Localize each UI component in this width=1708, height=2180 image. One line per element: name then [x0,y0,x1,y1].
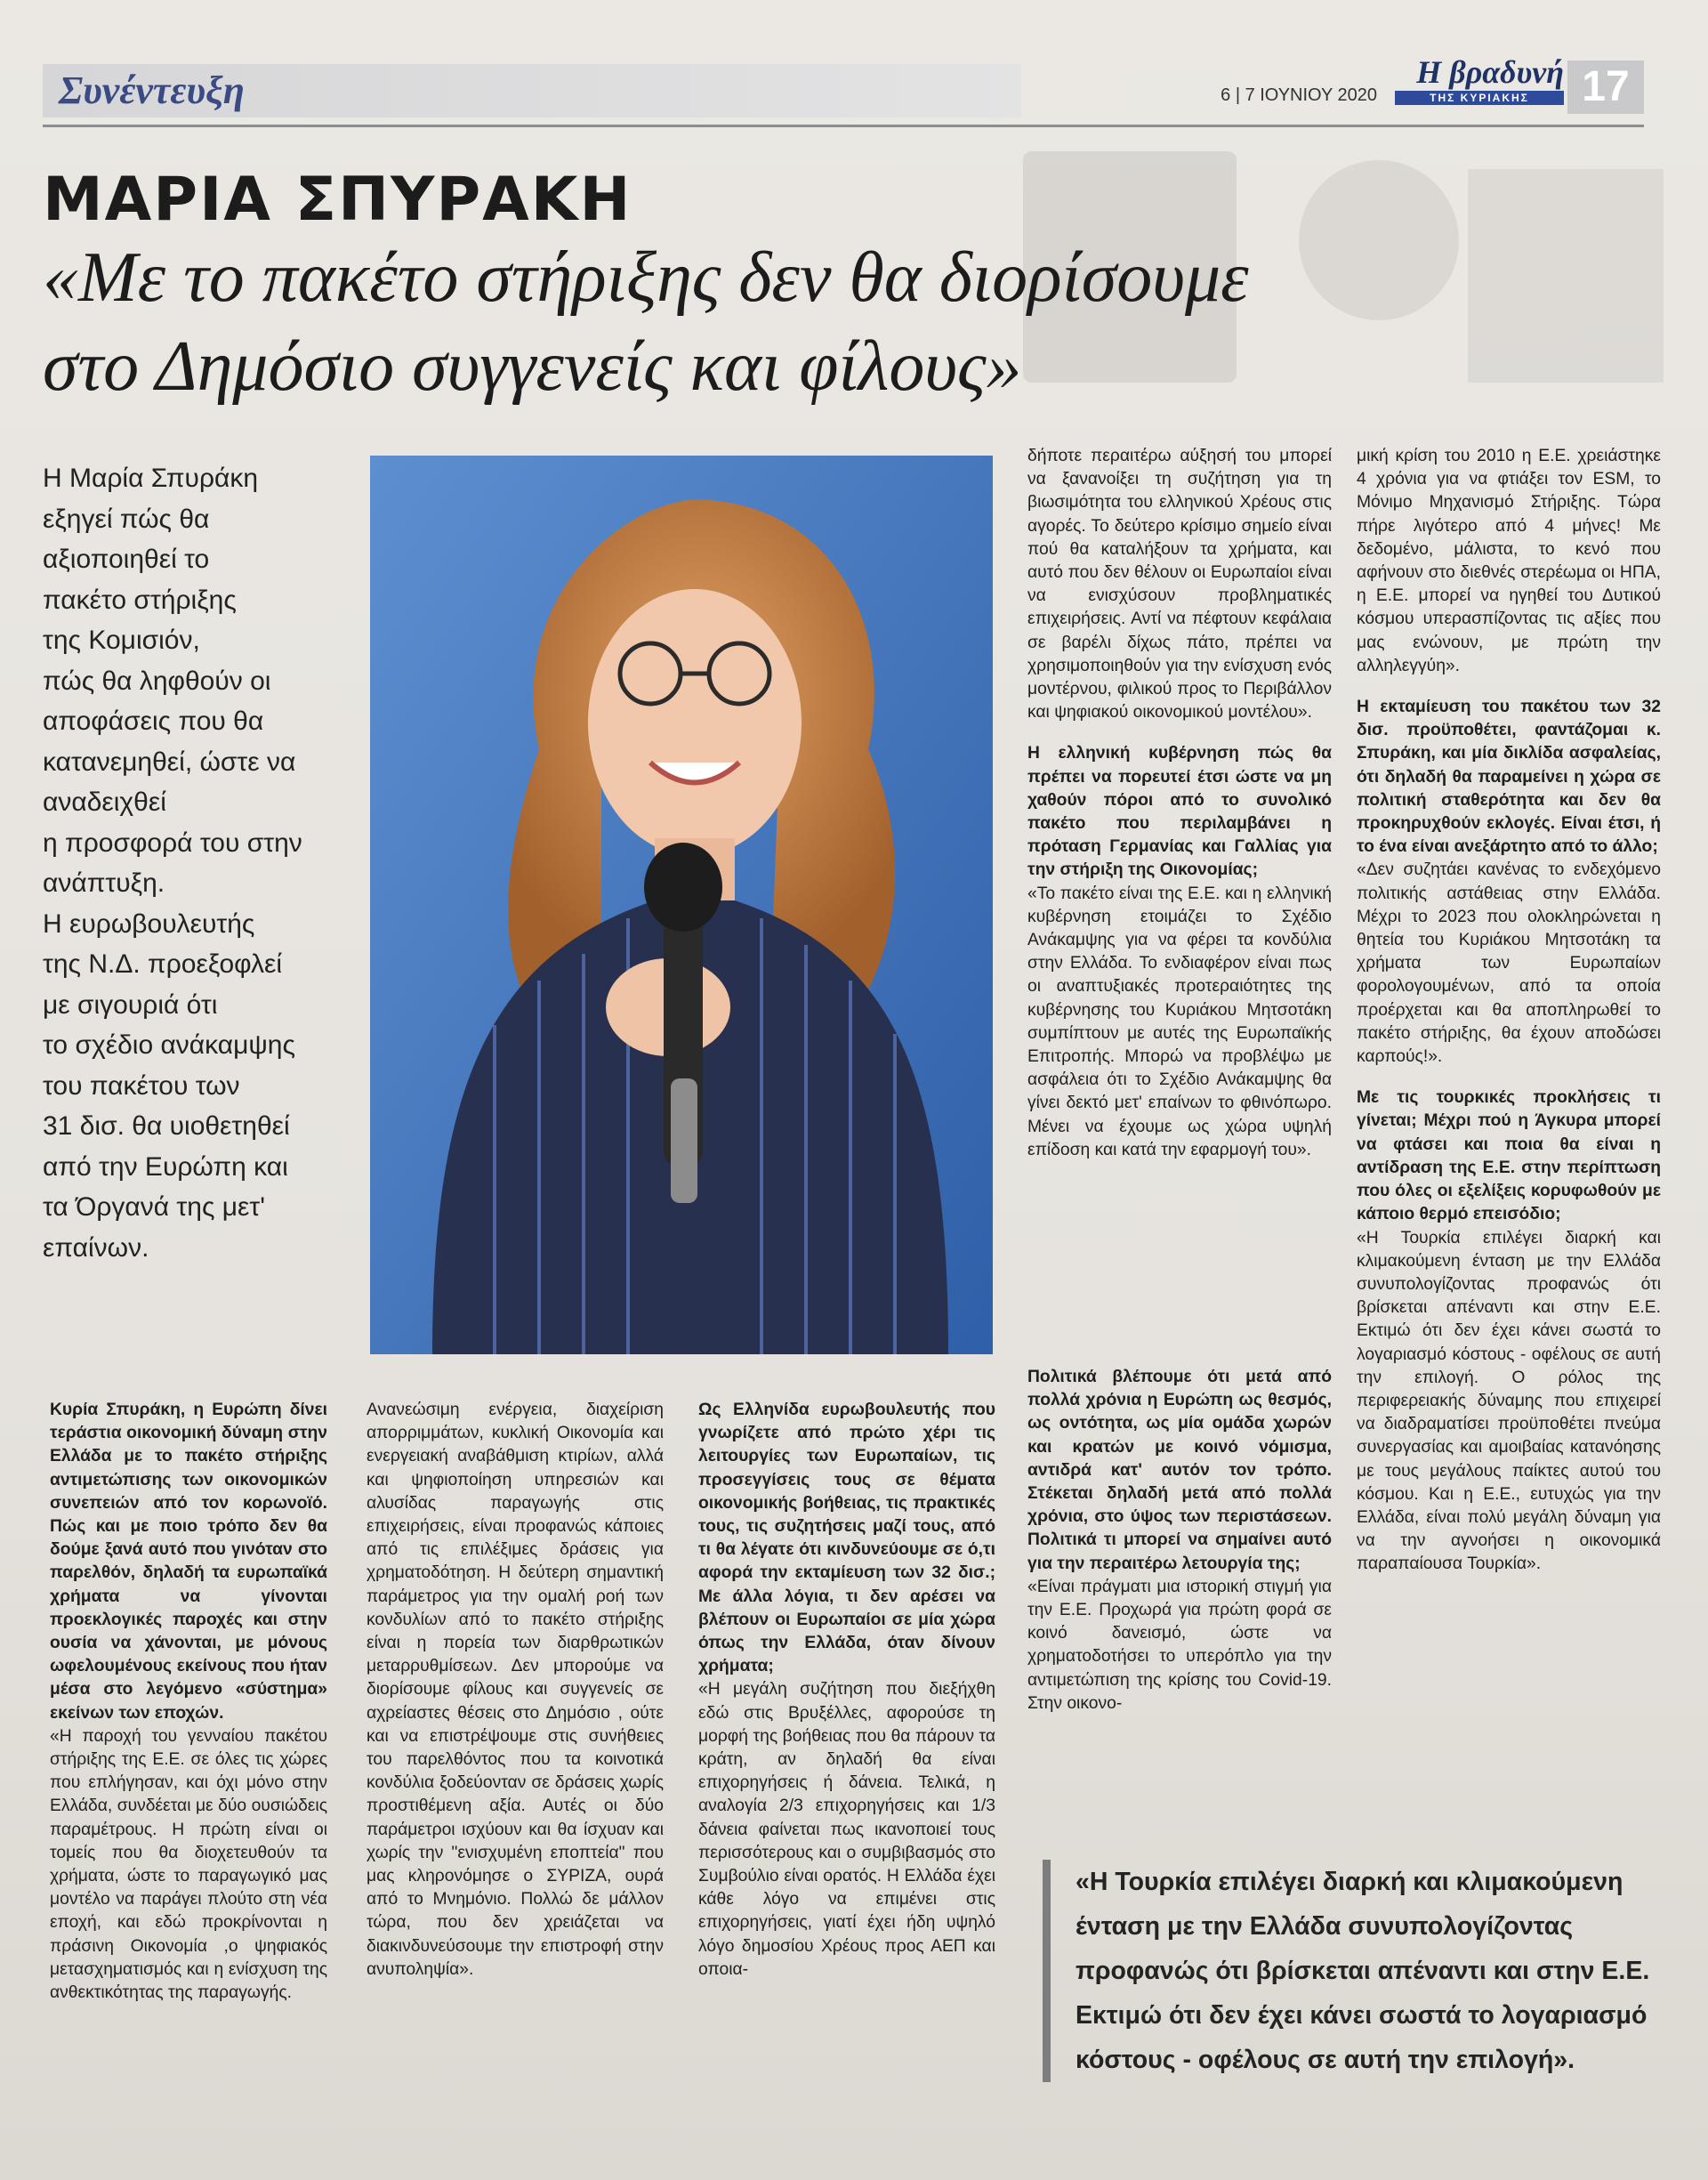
intro-line: πακέτο στήριξης [43,585,237,615]
issue-date: 6 | 7 ΙΟΥΝΙΟΥ 2020 [1221,85,1377,105]
interview-question: Με τις τουρκικές προκλήσεις τι γίνεται; Μέχρι πού η Άγκυρα μπορεί να φτάσει και ποια θα είναι η αντίδραση της Ε.Ε. στην περίπτωση που όλες οι εξελίξεις κορυφωθούν με κάποιο θερμό επεισόδιο; [1357,1088,1661,1224]
page-number: 17 [1567,61,1644,114]
headline-line: «Με το πακέτο στήριξης δεν θα διορίσουμε [43,238,1249,317]
page-header [43,54,1644,127]
intro-line: της Ν.Δ. προεξοφλεί [43,949,283,979]
interview-question: Η ελληνική κυβέρνηση πώς θα πρέπει να πορευτεί έτσι ώστε να μη χαθούν πόροι από το συνολικό πακέτο που περιλαμβάνει η πρόταση Γερμανίας και Γαλλίας για την στήριξη της Οικονομίας; [1027,744,1332,880]
intro-line: αξιοποιηθεί το [43,545,210,574]
intro-text [43,458,336,1268]
article-column-4 [1027,445,1332,1162]
headline-line: στο Δημόσιο συγγενείς και φίλους» [43,327,1022,406]
intro-line: η προσφορά του στην [43,828,302,858]
interview-answer: δήποτε περαιτέρω αύξησή του μπορεί να ξανανοίξει τη συζήτηση για τη βιωσιμότητα του ελληνικού Χρέους στις αγορές. Το δεύτερο κρίσιμο σημείο είναι πού θα καταλήξουν τα χρήματα, και αυτό που δεν θέλουν οι Ευρωπαίοι είναι να ενισχύσουν προβληματικές επιχειρήσεις. Αντί να πέφτουν κεφάλαια σε βαρέλι δίχως πάτο, πρέπει να χρησιμοποιηθούν για την ενίσχυση ενός μοντέρνου, φιλικού προς το Περιβάλλον και ψηφιακού οικονομικού μοντέλου». [1027,447,1332,723]
article-column-4-lower [1027,1366,1332,1716]
article-column-2 [367,1399,664,1982]
article-column-5 [1357,445,1661,1577]
article-column-3 [698,1399,995,1982]
masthead-subtitle: ΤΗΣ ΚΥΡΙΑΚΗΣ [1395,91,1564,105]
intro-line: του πακέτου των [43,1070,240,1101]
interview-answer: «Είναι πράγματι μια ιστορική στιγμή για την Ε.Ε. Προχωρά για πρώτη φορά σε κοινό δανεισμό, ώστε να χρηματοδοτήσει το υπερόπλο για την αντιμετώπιση της κρίσης του Covid-19. Στην οικονο- [1027,1577,1332,1713]
interview-answer: «Δεν συζητάει κανένας το ενδεχόμενο πολιτικής αστάθειας στην Ελλάδα. Μέχρι το 2023 που ολοκληρώνεται η θητεία του Κυριάκου Μητσοτάκη τα χρήματα των Ευρωπαίων φορολογουμένων, από τα οποία προέρχεται και θα αποπληρωθεί το πακέτο στήριξης, θα έχουν αποδώσει καρπούς!». [1357,860,1661,1067]
interview-question: Η εκταμίευση του πακέτου των 32 δισ. προϋποθέτει, φαντάζομαι κ. Σπυράκη, και μία δικλίδα ασφαλείας, ότι δηλαδή θα παραμείνει η χώρα σε πολιτική σταθερότητα και δεν θα προκηρυχθούν εκλογές. Είναι έτσι, ή το ένα είναι ανεξάρτητο από το άλλο; [1357,698,1661,857]
intro-line: εξηγεί πώς θα [43,504,210,534]
intro-line: πώς θα ληφθούν οι [43,666,271,696]
interview-answer: «Η παροχή του γενναίου πακέτου στήριξης της Ε.Ε. σε όλες τις χώρες που επλήγησαν, και όχι μόνο στην Ελλάδα, συνδέεται με δύο ουσιώδεις παραμέτρους. Η πρώτη είναι οι τομείς που θα διοχετευθούν τα χρήματα, ώστε το παραγωγικό μας μοντέλο να παράγει πλούτο στη νέα εποχή, και εδώ προκρίνονται η πράσινη Οικονομία ,ο ψηφιακός μετασχηματισμός και η ενίσχυση της ανθεκτικότητας της παραγωγής. [50,1726,327,2003]
intro-line: της Κομισιόν, [43,626,200,655]
interview-answer: «Το πακέτο είναι της Ε.Ε. και η ελληνική κυβέρνηση ετοιμάζει το Σχέδιο Ανάκαμψης για να φέρει τα κονδύλια στην Ελλάδα. Το ενδιαφέρον είναι πως οι αναπτυξιακές προτεραιότητες της κυβέρνησης του Κυριάκου Μητσοτάκη συμπίπτουν με αυτές της Ευρωπαϊκής Επιτροπής. Μπορώ να προβλέψω με ασφάλεια ότι το Σχέδιο Ανάκαμψης θα γίνει δεκτό μετ' επαίνων το φθινόπωρο. Μένει να έχουμε ως χώρα υψηλή επίδοση και κατά την εφαρμογή του». [1027,884,1332,1159]
pull-quote: «Η Τουρκία επιλέγει διαρκή και κλιμακούμενη ένταση με την Ελλάδα συνυπολογίζοντας προφανώς ότι βρίσκεται απέναντι και στην Ε.Ε. Εκτιμώ ότι δεν έχει κάνει σωστά το λογαριασμό κόστους - οφέλους σε αυτή την επιλογή». [1043,1860,1692,2082]
intro-line: με σιγουριά ότι [43,989,218,1020]
article-column-1 [50,1399,327,2005]
intro-line: αναδειχθεί [43,787,166,817]
interview-answer: Ανανεώσιμη ενέργεια, διαχείριση απορριμμάτων, κυκλική Οικονομία και ενεργειακή αναβάθμιση κτιρίων, αλλά και ψηφιοποίηση υπηρεσιών και αλυσίδας παραγωγής στις επιχειρήσεις, είναι προφανώς κάποιες από τις επιλέξιμες δράσεις για χρηματοδότηση. Η δεύτερη σημαντική παράμετρος για την ομαλή ροή των κονδυλίων από το πακέτο στήριξης είναι η πορεία των διαρθρωτικών μεταρρυθμίσεων. Δεν μπορούμε να διορίσουμε φίλους και συγγενείς σε αχρείαστες θέσεις στο Δημόσιο , ούτε και να επιστρέψουμε στις συνήθειες του παρελθόντος που τα κοινοτικά κονδύλια ξοδεύονταν σε δράσεις χωρίς προστιθέμενη αξία. Αυτές οι δύο παράμετροι ισχύουν και θα ίσχυαν και χωρίς την "ενισχυμένη εποπτεία" που μας κληρονόμησε ο ΣΥΡΙΖΑ, ουρά από το Μνημόνιο. Πολλώ δε μάλλον τώρα, που δεν χρειάζεται να διακινδυνεύσουμε την επιστροφή στην ανυποληψία». [367,1401,664,1979]
intro-line: κατανεμηθεί, ώστε να [43,747,296,777]
intro-line: τα Όργανά της μετ' [43,1192,265,1222]
headline [43,233,1644,411]
intro-line: ανάπτυξη. [43,868,165,898]
intro-line: αποφάσεις που θα [43,706,264,736]
intro-line: επαίνων. [43,1232,149,1263]
masthead: Η βραδυνή [1416,54,1564,90]
interview-question: Πολιτικά βλέπουμε ότι μετά από πολλά χρόνια η Ευρώπη ως θεσμός, ως οντότητα, ως μία ομάδα χωρών και κρατών με κοινό νόμισμα, αντιδρά κατ' αυτόν τον τρόπο. Στέκεται δηλαδή μετά από πολλά χρόνια, στο ύψος των περιστάσεων. Πολιτικά τι μπορεί να σημαίνει αυτό για την περαιτέρω λετουργία της; [1027,1368,1332,1573]
intro-line: 31 δισ. θα υιοθετηθεί [43,1111,290,1141]
intro-line: από την Ευρώπη και [43,1151,288,1182]
section-label: Συνέντευξη [43,64,1021,117]
intro-line: το σχέδιο ανάκαμψης [43,1030,295,1060]
interview-question: Ως Ελληνίδα ευρωβουλευτής που γνωρίζετε από πρώτο χέρι τις λειτουργίες των Ευρωπαίων, τις προσεγγίσεις τους σε θέματα οικονομικής βοήθειας, τις πρακτικές τους, τις συζητήσεις μαζί τους, από τι θα λέγατε ότι κινδυνεύουμε σε ό,τι αφορά την εκταμίευση των 32 δισ.; Με άλλα λόγια, τι δεν αρέσει να βλέπουν οι Ευρωπαίοι σε μία χώρα όπως την Ελλάδα, όταν δίνουν χρήματα; [698,1401,995,1676]
intro-line: Η Μαρία Σπυράκη [43,464,259,493]
interview-answer: «Η Τουρκία επιλέγει διαρκή και κλιμακούμενη ένταση με την Ελλάδα συνυπολογίζοντας προφανώς ότι βρίσκεται απέναντι και στην Ε.Ε. Εκτιμώ ότι δεν έχει κάνει σωστά το λογαριασμό κόστους - οφέλους σε αυτή την επιλογή. Ο ρόλος της περιφερειακής δύναμης που επιχειρεί να διαδραματίσει προϋποθέτει πνεύμα συνεργασίας και αμοιβαίας κατανόησης με τους μεγάλους παίκτες αυτού του κόσμου. Και η Ε.Ε., ευτυχώς για την Ελλάδα, είναι πολύ μεγάλη δύναμη για να την αγνοήσει η οικονομικά παραπαίουσα Τουρκία». [1357,1228,1661,1574]
interview-answer: μική κρίση του 2010 η Ε.Ε. χρειάστηκε 4 χρόνια για να φτιάξει τον ESM, το Μόνιμο Μηχανισμό Στήριξης. Τώρα πήρε λιγότερο από 4 μήνες! Με δεδομένο, μάλιστα, το κενό που αφήνουν στο διεθνές στερέωμα οι ΗΠΑ, η Ε.Ε. μπορεί να ηγηθεί του Δυτικού κόσμου υπερασπίζοντας τις αξίες που μας ενώνουν, με πρώτη την αλληλεγγύη». [1357,447,1661,675]
interviewee-name: ΜΑΡΙΑ ΣΠΥΡΑΚΗ [43,165,632,235]
interview-question: Κυρία Σπυράκη, η Ευρώπη δίνει τεράστια οικονομική δύναμη στην Ελλάδα με το πακέτο στήριξης αντιμετώπισης των οικονομικών συνεπειών από τον κορωνοϊό. Πώς και με ποιο τρόπο δεν θα δούμε ξανά αυτό που γινόταν στο παρελθόν, δηλαδή τα ευρωπαϊκά χρήματα να γίνονται προεκλογικές παροχές και στην ουσία να χάνονται, με μόνους ωφελουμένους εκείνους που ήταν μέσα στο λεγόμενο «σύστημα» εκείνων των εποχών. [50,1401,327,1723]
interview-answer: «Η μεγάλη συζήτηση που διεξήχθη εδώ στις Βρυξέλλες, αφορούσε τη μορφή της βοήθειας που θα πάρουν τα κράτη, αν δηλαδή θα είναι επιχορηγήσεις ή δάνεια. Τελικά, η αναλογία 2/3 επιχορηγήσεις και 1/3 δάνεια φαίνεται πως ικανοποιεί τους περισσότερους και ο συμβιβασμός στο Συμβούλιο είναι ορατός. Η Ελλάδα έχει κάθε λόγο να επιμένει στις επιχορηγήσεις, γιατί έχει ήδη υψηλό λόγο δημοσίου Χρέους προς ΑΕΠ και οποια- [698,1680,995,1979]
portrait-photo [370,456,993,1354]
intro-line: Η ευρωβουλευτής [43,908,255,939]
